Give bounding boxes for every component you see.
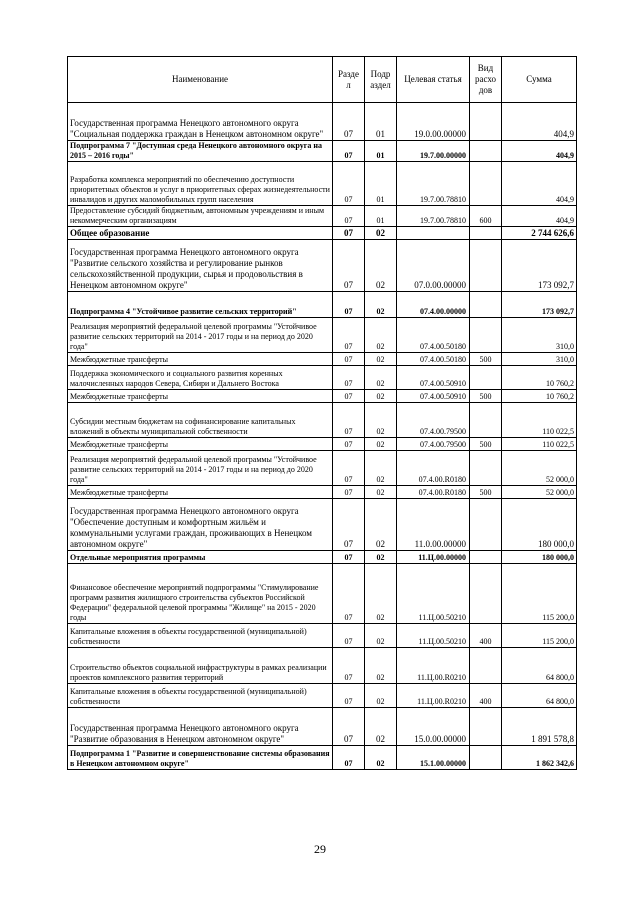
cell-target: 15.1.00.00000: [397, 746, 470, 770]
cell-subsection: 01: [365, 103, 397, 141]
cell-section: 07: [333, 708, 365, 746]
cell-section: 07: [333, 103, 365, 141]
cell-name: Межбюджетные трансферты: [68, 486, 333, 499]
cell-expense-type: [470, 551, 502, 564]
table-row: [68, 141, 577, 162]
cell-target: 11.Ц.00.00000: [397, 551, 470, 564]
cell-name: Строительство объектов социальной инфраструктуры в рамках реализации проектов комплексного развития территорий: [68, 648, 333, 684]
cell-expense-type: [470, 240, 502, 292]
cell-section: 07: [333, 240, 365, 292]
cell-expense-type: [470, 451, 502, 486]
cell-amount: 404,9: [502, 206, 577, 227]
table-row: [68, 438, 577, 451]
page-number: 29: [314, 842, 326, 856]
cell-subsection: 02: [365, 564, 397, 624]
table-row: [68, 708, 577, 746]
cell-target: 07.4.00.00000: [397, 292, 470, 318]
cell-expense-type: 500: [470, 486, 502, 499]
header-name: Наименование: [68, 57, 333, 103]
cell-expense-type: 500: [470, 390, 502, 403]
cell-name: Отдельные мероприятия программы: [68, 551, 333, 564]
cell-target: 07.4.00.50910: [397, 366, 470, 390]
cell-section: 07: [333, 141, 365, 162]
cell-target: 11.Ц.00.R0210: [397, 684, 470, 708]
cell-expense-type: 500: [470, 438, 502, 451]
table-row: [68, 206, 577, 227]
cell-section: 07: [333, 227, 365, 240]
table-row: [68, 746, 577, 770]
cell-name: Субсидии местным бюджетам на софинансирование капитальных вложений в объекты муниципальной собственности: [68, 403, 333, 438]
cell-subsection: 02: [365, 227, 397, 240]
cell-expense-type: [470, 103, 502, 141]
cell-expense-type: [470, 141, 502, 162]
budget-table: [67, 56, 577, 770]
cell-amount: 173 092,7: [502, 292, 577, 318]
cell-subsection: 02: [365, 353, 397, 366]
cell-name: Предоставление субсидий бюджетным, автономным учреждениям и иным некоммерческим организациям: [68, 206, 333, 227]
table-row: [68, 624, 577, 648]
cell-amount: 173 092,7: [502, 240, 577, 292]
cell-expense-type: 500: [470, 353, 502, 366]
cell-section: 07: [333, 746, 365, 770]
table-row: [68, 451, 577, 486]
cell-subsection: 02: [365, 746, 397, 770]
table-row: [68, 162, 577, 206]
table-row: [68, 353, 577, 366]
cell-name: Государственная программа Ненецкого автономного округа "Развитие образования в Ненецком автономном округе": [68, 708, 333, 746]
cell-amount: 10 760,2: [502, 390, 577, 403]
cell-target: 19.7.00.78810: [397, 162, 470, 206]
cell-subsection: 01: [365, 206, 397, 227]
table-row: [68, 103, 577, 141]
cell-amount: 52 000,0: [502, 486, 577, 499]
cell-amount: 64 800,0: [502, 648, 577, 684]
cell-target: 15.0.00.00000: [397, 708, 470, 746]
table-row: [68, 227, 577, 240]
cell-subsection: 02: [365, 292, 397, 318]
cell-expense-type: [470, 292, 502, 318]
cell-section: 07: [333, 486, 365, 499]
cell-amount: 404,9: [502, 103, 577, 141]
table-row: [68, 292, 577, 318]
cell-amount: 115 200,0: [502, 564, 577, 624]
cell-target: 11.Ц.00.50210: [397, 624, 470, 648]
cell-section: 07: [333, 162, 365, 206]
cell-subsection: 02: [365, 499, 397, 551]
cell-amount: 1 891 578,8: [502, 708, 577, 746]
cell-expense-type: [470, 564, 502, 624]
cell-subsection: 02: [365, 240, 397, 292]
cell-name: Разработка комплекса мероприятий по обеспечению доступности приоритетных объектов и услуг в приоритетных сферах жизнедеятельности инвалидов и других маломобильных групп населения: [68, 162, 333, 206]
cell-target: 11.Ц.00.R0210: [397, 648, 470, 684]
cell-amount: 180 000,0: [502, 499, 577, 551]
cell-section: 07: [333, 353, 365, 366]
cell-expense-type: [470, 227, 502, 240]
cell-expense-type: [470, 708, 502, 746]
cell-name: Подпрограмма 7 "Доступная среда Ненецкого автономного округа на 2015 – 2016 годы": [68, 141, 333, 162]
cell-amount: 2 744 626,6: [502, 227, 577, 240]
cell-target: 19.0.00.00000: [397, 103, 470, 141]
cell-amount: 310,0: [502, 353, 577, 366]
cell-section: 07: [333, 403, 365, 438]
cell-name: Межбюджетные трансферты: [68, 390, 333, 403]
cell-amount: 404,9: [502, 141, 577, 162]
cell-expense-type: 400: [470, 624, 502, 648]
cell-subsection: 01: [365, 162, 397, 206]
cell-name: Межбюджетные трансферты: [68, 438, 333, 451]
cell-amount: 115 200,0: [502, 624, 577, 648]
cell-name: Финансовое обеспечение мероприятий подпрограммы "Стимулирование программ развития жилищного строительства субъектов Российской Федерации" федеральной целевой программы "Жилище" на 2015 - 2020 годы: [68, 564, 333, 624]
table-row: [68, 551, 577, 564]
cell-target: 19.7.00.78810: [397, 206, 470, 227]
table-header-row: [68, 57, 577, 103]
cell-section: 07: [333, 564, 365, 624]
cell-target: 11.0.00.00000: [397, 499, 470, 551]
cell-section: 07: [333, 551, 365, 564]
cell-subsection: 02: [365, 624, 397, 648]
table-row: [68, 403, 577, 438]
cell-amount: 110 022,5: [502, 438, 577, 451]
cell-amount: 52 000,0: [502, 451, 577, 486]
cell-subsection: 02: [365, 318, 397, 353]
cell-amount: 1 862 342,6: [502, 746, 577, 770]
cell-expense-type: [470, 648, 502, 684]
cell-name: Капитальные вложения в объекты государственной (муниципальной) собственности: [68, 624, 333, 648]
table-row: [68, 648, 577, 684]
table-row: [68, 366, 577, 390]
cell-section: 07: [333, 499, 365, 551]
cell-target: 07.4.00.79500: [397, 403, 470, 438]
cell-name: Подпрограмма 1 "Развитие и совершенствование системы образования в Ненецком автономном округе": [68, 746, 333, 770]
cell-amount: 10 760,2: [502, 366, 577, 390]
cell-subsection: 02: [365, 648, 397, 684]
cell-subsection: 02: [365, 403, 397, 438]
cell-subsection: 02: [365, 390, 397, 403]
cell-subsection: 01: [365, 141, 397, 162]
cell-name: Государственная программа Ненецкого автономного округа "Развитие сельского хозяйства и регулирование рынков сельскохозяйственной продукции, сырья и продовольствия в Ненецком автономном округе": [68, 240, 333, 292]
cell-name: Поддержка экономического и социального развития коренных малочисленных народов Севера, Сибири и Дальнего Востока: [68, 366, 333, 390]
cell-name: Межбюджетные трансферты: [68, 353, 333, 366]
cell-amount: 310,0: [502, 318, 577, 353]
header-expense-type: Вид расхо дов: [470, 57, 502, 103]
table-row: [68, 564, 577, 624]
cell-expense-type: 600: [470, 206, 502, 227]
cell-expense-type: [470, 318, 502, 353]
cell-name: Общее образование: [68, 227, 333, 240]
cell-target: 07.4.00.79500: [397, 438, 470, 451]
cell-name: Подпрограмма 4 "Устойчивое развитие сельских территорий": [68, 292, 333, 318]
cell-expense-type: [470, 403, 502, 438]
header-target: Целевая статья: [397, 57, 470, 103]
cell-amount: 404,9: [502, 162, 577, 206]
cell-target: 07.4.00.50180: [397, 353, 470, 366]
cell-subsection: 02: [365, 551, 397, 564]
cell-name: Реализация мероприятий федеральной целевой программы "Устойчивое развитие сельских территорий на 2014 - 2017 годы и на период до 2020 года": [68, 451, 333, 486]
cell-section: 07: [333, 390, 365, 403]
cell-target: 07.4.00.50910: [397, 390, 470, 403]
cell-subsection: 02: [365, 486, 397, 499]
table-row: [68, 390, 577, 403]
cell-expense-type: [470, 162, 502, 206]
cell-subsection: 02: [365, 366, 397, 390]
cell-name: Реализация мероприятий федеральной целевой программы "Устойчивое развитие сельских территорий на 2014 - 2017 годы и на период до 2020 года": [68, 318, 333, 353]
cell-target: 07.4.00.R0180: [397, 451, 470, 486]
cell-section: 07: [333, 624, 365, 648]
cell-section: 07: [333, 648, 365, 684]
cell-amount: 180 000,0: [502, 551, 577, 564]
cell-name: Капитальные вложения в объекты государственной (муниципальной) собственности: [68, 684, 333, 708]
header-subsection: Подр аздел: [365, 57, 397, 103]
cell-expense-type: [470, 366, 502, 390]
cell-amount: 110 022,5: [502, 403, 577, 438]
table-row: [68, 318, 577, 353]
cell-section: 07: [333, 292, 365, 318]
cell-section: 07: [333, 451, 365, 486]
cell-expense-type: 400: [470, 684, 502, 708]
header-section: Разде л: [333, 57, 365, 103]
cell-section: 07: [333, 206, 365, 227]
cell-section: 07: [333, 684, 365, 708]
cell-subsection: 02: [365, 438, 397, 451]
table-row: [68, 499, 577, 551]
table-row: [68, 684, 577, 708]
table-row: [68, 240, 577, 292]
cell-subsection: 02: [365, 684, 397, 708]
cell-expense-type: [470, 499, 502, 551]
cell-target: 07.4.00.50180: [397, 318, 470, 353]
cell-target: [397, 227, 470, 240]
cell-name: Государственная программа Ненецкого автономного округа "Обеспечение доступным и комфортным жильём и коммунальными услугами граждан, проживающих в Ненецком автономном округе": [68, 499, 333, 551]
cell-section: 07: [333, 438, 365, 451]
cell-target: 07.0.00.00000: [397, 240, 470, 292]
cell-subsection: 02: [365, 708, 397, 746]
cell-expense-type: [470, 746, 502, 770]
cell-section: 07: [333, 318, 365, 353]
cell-target: 11.Ц.00.50210: [397, 564, 470, 624]
table-row: [68, 486, 577, 499]
cell-name: Государственная программа Ненецкого автономного округа "Социальная поддержка граждан в Ненецком автономном округе": [68, 103, 333, 141]
cell-subsection: 02: [365, 451, 397, 486]
cell-section: 07: [333, 366, 365, 390]
cell-target: 07.4.00.R0180: [397, 486, 470, 499]
header-amount: Сумма: [502, 57, 577, 103]
cell-amount: 64 800,0: [502, 684, 577, 708]
cell-target: 19.7.00.00000: [397, 141, 470, 162]
